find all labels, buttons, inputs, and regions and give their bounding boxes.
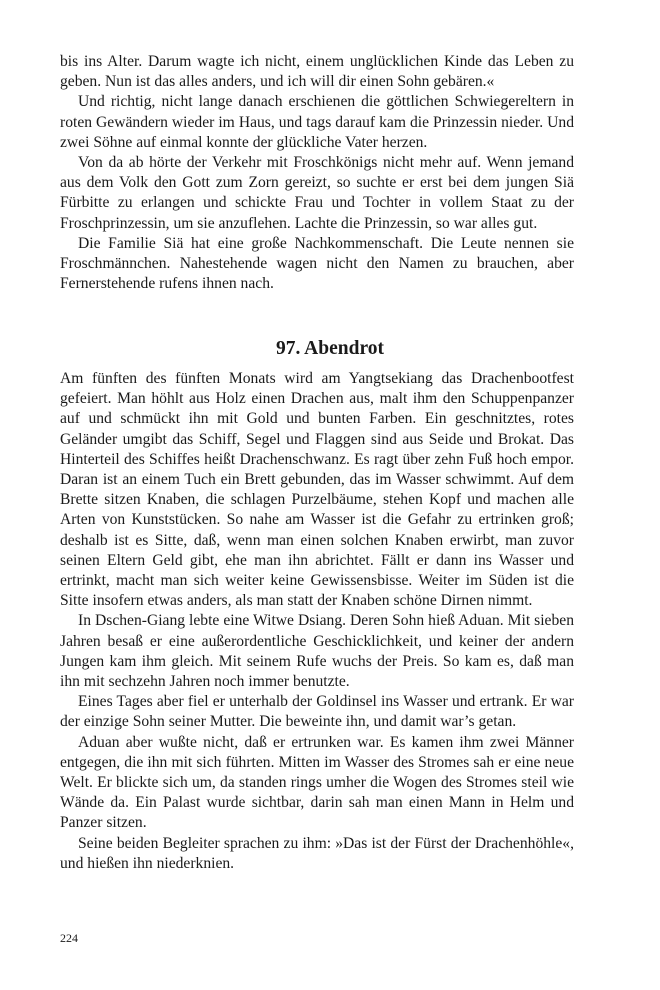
paragraph: Am fünften des fünften Monats wird am Yangtsekiang das Drachenbootfest gefeiert. Man höhlt aus Holz einen Drachen aus, malt ihm den Schuppenpanzer auf und schmückt ihn mit Gold und bunten Farben. Ein geschnitztes, rotes Geländer umgibt das Schiff, Segel und Flaggen sind aus Seide und Brokat. Das Hinterteil des Schiffes heißt Drachenschwanz. Es ragt über zehn Fuß hoch empor. Daran ist an einem Tuch ein Brett gebunden, das im Wasser schwimmt. Auf dem Brette sitzen Knaben, die schlagen Purzelbäume, stehen Kopf und machen alle Arten von Kunststücken. So nahe am Wasser ist die Gefahr zu ertrinken groß; deshalb ist es Sitte, daß, wenn man einen solchen Knaben erwirbt, man zuvor seinen Eltern Geld gibt, ehe man ihn abrichtet. Fällt er dann ins Wasser und ertrinkt, macht man sich weiter keine Gewissensbisse. Weiter im Süden ist die Sitte insofern etwas anders, als man statt der Knaben schöne Dirnen nimmt.	[60, 370, 574, 610]
paragraph: In Dschen-Giang lebte eine Witwe Dsiang. Deren Sohn hieß Aduan. Mit sieben Jahren besaß er eine außerordentliche Geschicklichkeit, und keiner der andern Jungen kam ihm gleich. Mit seinem Rufe wuchs der Preis. So kam es, daß man ihn mit sechzehn Jahren noch immer benutzte.	[60, 612, 574, 691]
chapter-text-block	[60, 369, 574, 874]
paragraph: Die Familie Siä hat eine große Nachkommenschaft. Die Leute nennen sie Froschmännchen. Nahestehende wagen nicht den Namen zu brauchen, aber Fernerstehende rufens ihnen nach.	[60, 234, 574, 293]
paragraph: bis ins Alter. Darum wagte ich nicht, einem unglücklichen Kinde das Leben zu geben. Nun ist das alles anders, und ich will dir einen Sohn gebären.«	[60, 53, 574, 91]
page-number: 224	[60, 931, 78, 945]
paragraph: Von da ab hörte der Verkehr mit Froschkönigs nicht mehr auf. Wenn jemand aus dem Volk den Gott zum Zorn gereizt, so suchte er erst bei dem jungen Siä Fürbitte zu erlangen und schickte Frau und Tochter in vollem Staat zu der Froschprinzessin, um sie anzuflehen. Lachte die Prinzessin, so war alles gut.	[60, 154, 574, 232]
paragraph: Aduan aber wußte nicht, daß er ertrunken war. Es kamen ihm zwei Männer entgegen, die ihn mit sich führten. Mitten im Wasser des Stromes sah er eine neue Welt. Er blickte sich um, da standen rings umher die Wogen des Stromes steil wie Wände da. Ein Palast wurde sichtbar, darin sah man einen Mann in Helm und Panzer sitzen.	[60, 733, 574, 832]
chapter-heading: 97. Abendrot	[276, 338, 384, 359]
paragraph: Eines Tages aber fiel er unterhalb der Goldinsel ins Wasser und ertrank. Er war der einzige Sohn seiner Mutter. Die beweinte ihn, und damit war’s getan.	[60, 693, 574, 731]
continued-text-block	[60, 52, 574, 294]
paragraph: Und richtig, nicht lange danach erschienen die göttlichen Schwiegereltern in roten Gewändern wieder im Haus, und tags darauf kam die Prinzessin nieder. Und zwei Söhne auf einmal konnte der glückliche Vater herzen.	[60, 93, 574, 151]
paragraph: Seine beiden Begleiter sprachen zu ihm: »Das ist der Fürst der Drachenhöhle«, und hießen ihn niederknien.	[60, 834, 574, 872]
